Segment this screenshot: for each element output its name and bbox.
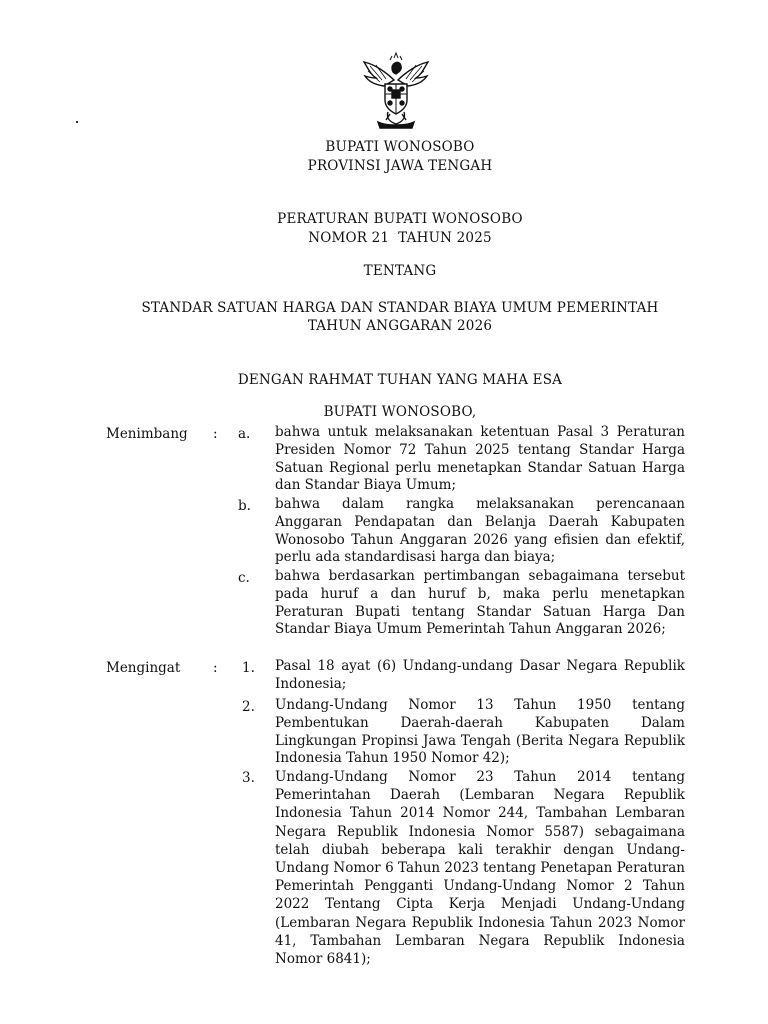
mengingat-marker-3: 3. xyxy=(242,770,255,786)
mengingat-colon: : xyxy=(213,660,218,676)
header-line-province: PROVINSI JAWA TENGAH xyxy=(307,158,493,174)
menimbang-item-c: bahwa berdasarkan pertimbangan sebagaimana tersebut pada huruf a dan huruf b, maka perlu menetapkan Peraturan Bupati tentang Standar Satuan Harga Dan Standar Biaya Umum Pemerintah Tahun Anggaran 2026; xyxy=(275,568,685,638)
authority-line: BUPATI WONOSOBO, xyxy=(323,404,477,420)
regulation-number: NOMOR 21 TAHUN 2025 xyxy=(308,230,492,246)
menimbang-marker-b: b. xyxy=(238,498,251,514)
mengingat-marker-2: 2. xyxy=(242,699,255,715)
mengingat-item-3: Undang-Undang Nomor 23 Tahun 2014 tentang Pemerintahan Daerah (Lembaran Negara Republik Indonesia Tahun 2014 Nomor 244, Tambahan Lembaran Negara Republik Indonesia Nomor 5587) sebagaimana telah diubah beberapa kali terakhir dengan Undang-Undang Nomor 6 Tahun 2023 tentang Penetapan Peraturan Pemerintah Pengganti Undang-Undang Nomor 2 Tahun 2022 Tentang Cipta Kerja Menjadi Undang-Undang (Lembaran Negara Republik Indonesia Tahun 2023 Nomor 41, Tambahan Lembaran Negara Republik Indonesia Nomor 6841); xyxy=(275,769,685,968)
menimbang-colon: : xyxy=(213,426,218,442)
menimbang-label: Menimbang xyxy=(106,426,188,442)
menimbang-item-a: bahwa untuk melaksanakan ketentuan Pasal 3 Peraturan Presiden Nomor 72 Tahun 2025 tentang Standar Harga Satuan Regional perlu menetapkan Standar Satuan Harga dan Standar Biaya Umum; xyxy=(275,424,685,494)
header-line-regent: BUPATI WONOSOBO xyxy=(325,139,475,155)
mengingat-label: Mengingat xyxy=(106,660,181,676)
regulation-subject-line1: STANDAR SATUAN HARGA DAN STANDAR BIAYA UMUM PEMERINTAH xyxy=(141,300,659,316)
garuda-emblem-icon xyxy=(356,50,436,130)
menimbang-marker-c: c. xyxy=(238,570,250,586)
regulation-about: TENTANG xyxy=(363,263,437,279)
regulation-subject-line2: TAHUN ANGGARAN 2026 xyxy=(307,318,493,334)
mengingat-item-1: Pasal 18 ayat (6) Undang-undang Dasar Negara Republik Indonesia; xyxy=(275,658,685,692)
regulation-title: PERATURAN BUPATI WONOSOBO xyxy=(277,211,523,227)
menimbang-item-b: bahwa dalam rangka melaksanakan perencanaan Anggaran Pendapatan dan Belanja Daerah Kabupaten Wonosobo Tahun Anggaran 2026 yang efisien dan efektif, perlu ada standardisasi harga dan biaya; xyxy=(275,496,685,566)
mengingat-marker-1: 1. xyxy=(242,660,255,676)
mengingat-item-2: Undang-Undang Nomor 13 Tahun 1950 tentang Pembentukan Daerah-daerah Kabupaten Dalam Lingkungan Propinsi Jawa Tengah (Berita Negara Republik Indonesia Tahun 1950 Nomor 42); xyxy=(275,697,685,767)
menimbang-marker-a: a. xyxy=(238,426,251,442)
scan-speck xyxy=(76,121,78,123)
blessing-line: DENGAN RAHMAT TUHAN YANG MAHA ESA xyxy=(237,372,563,388)
